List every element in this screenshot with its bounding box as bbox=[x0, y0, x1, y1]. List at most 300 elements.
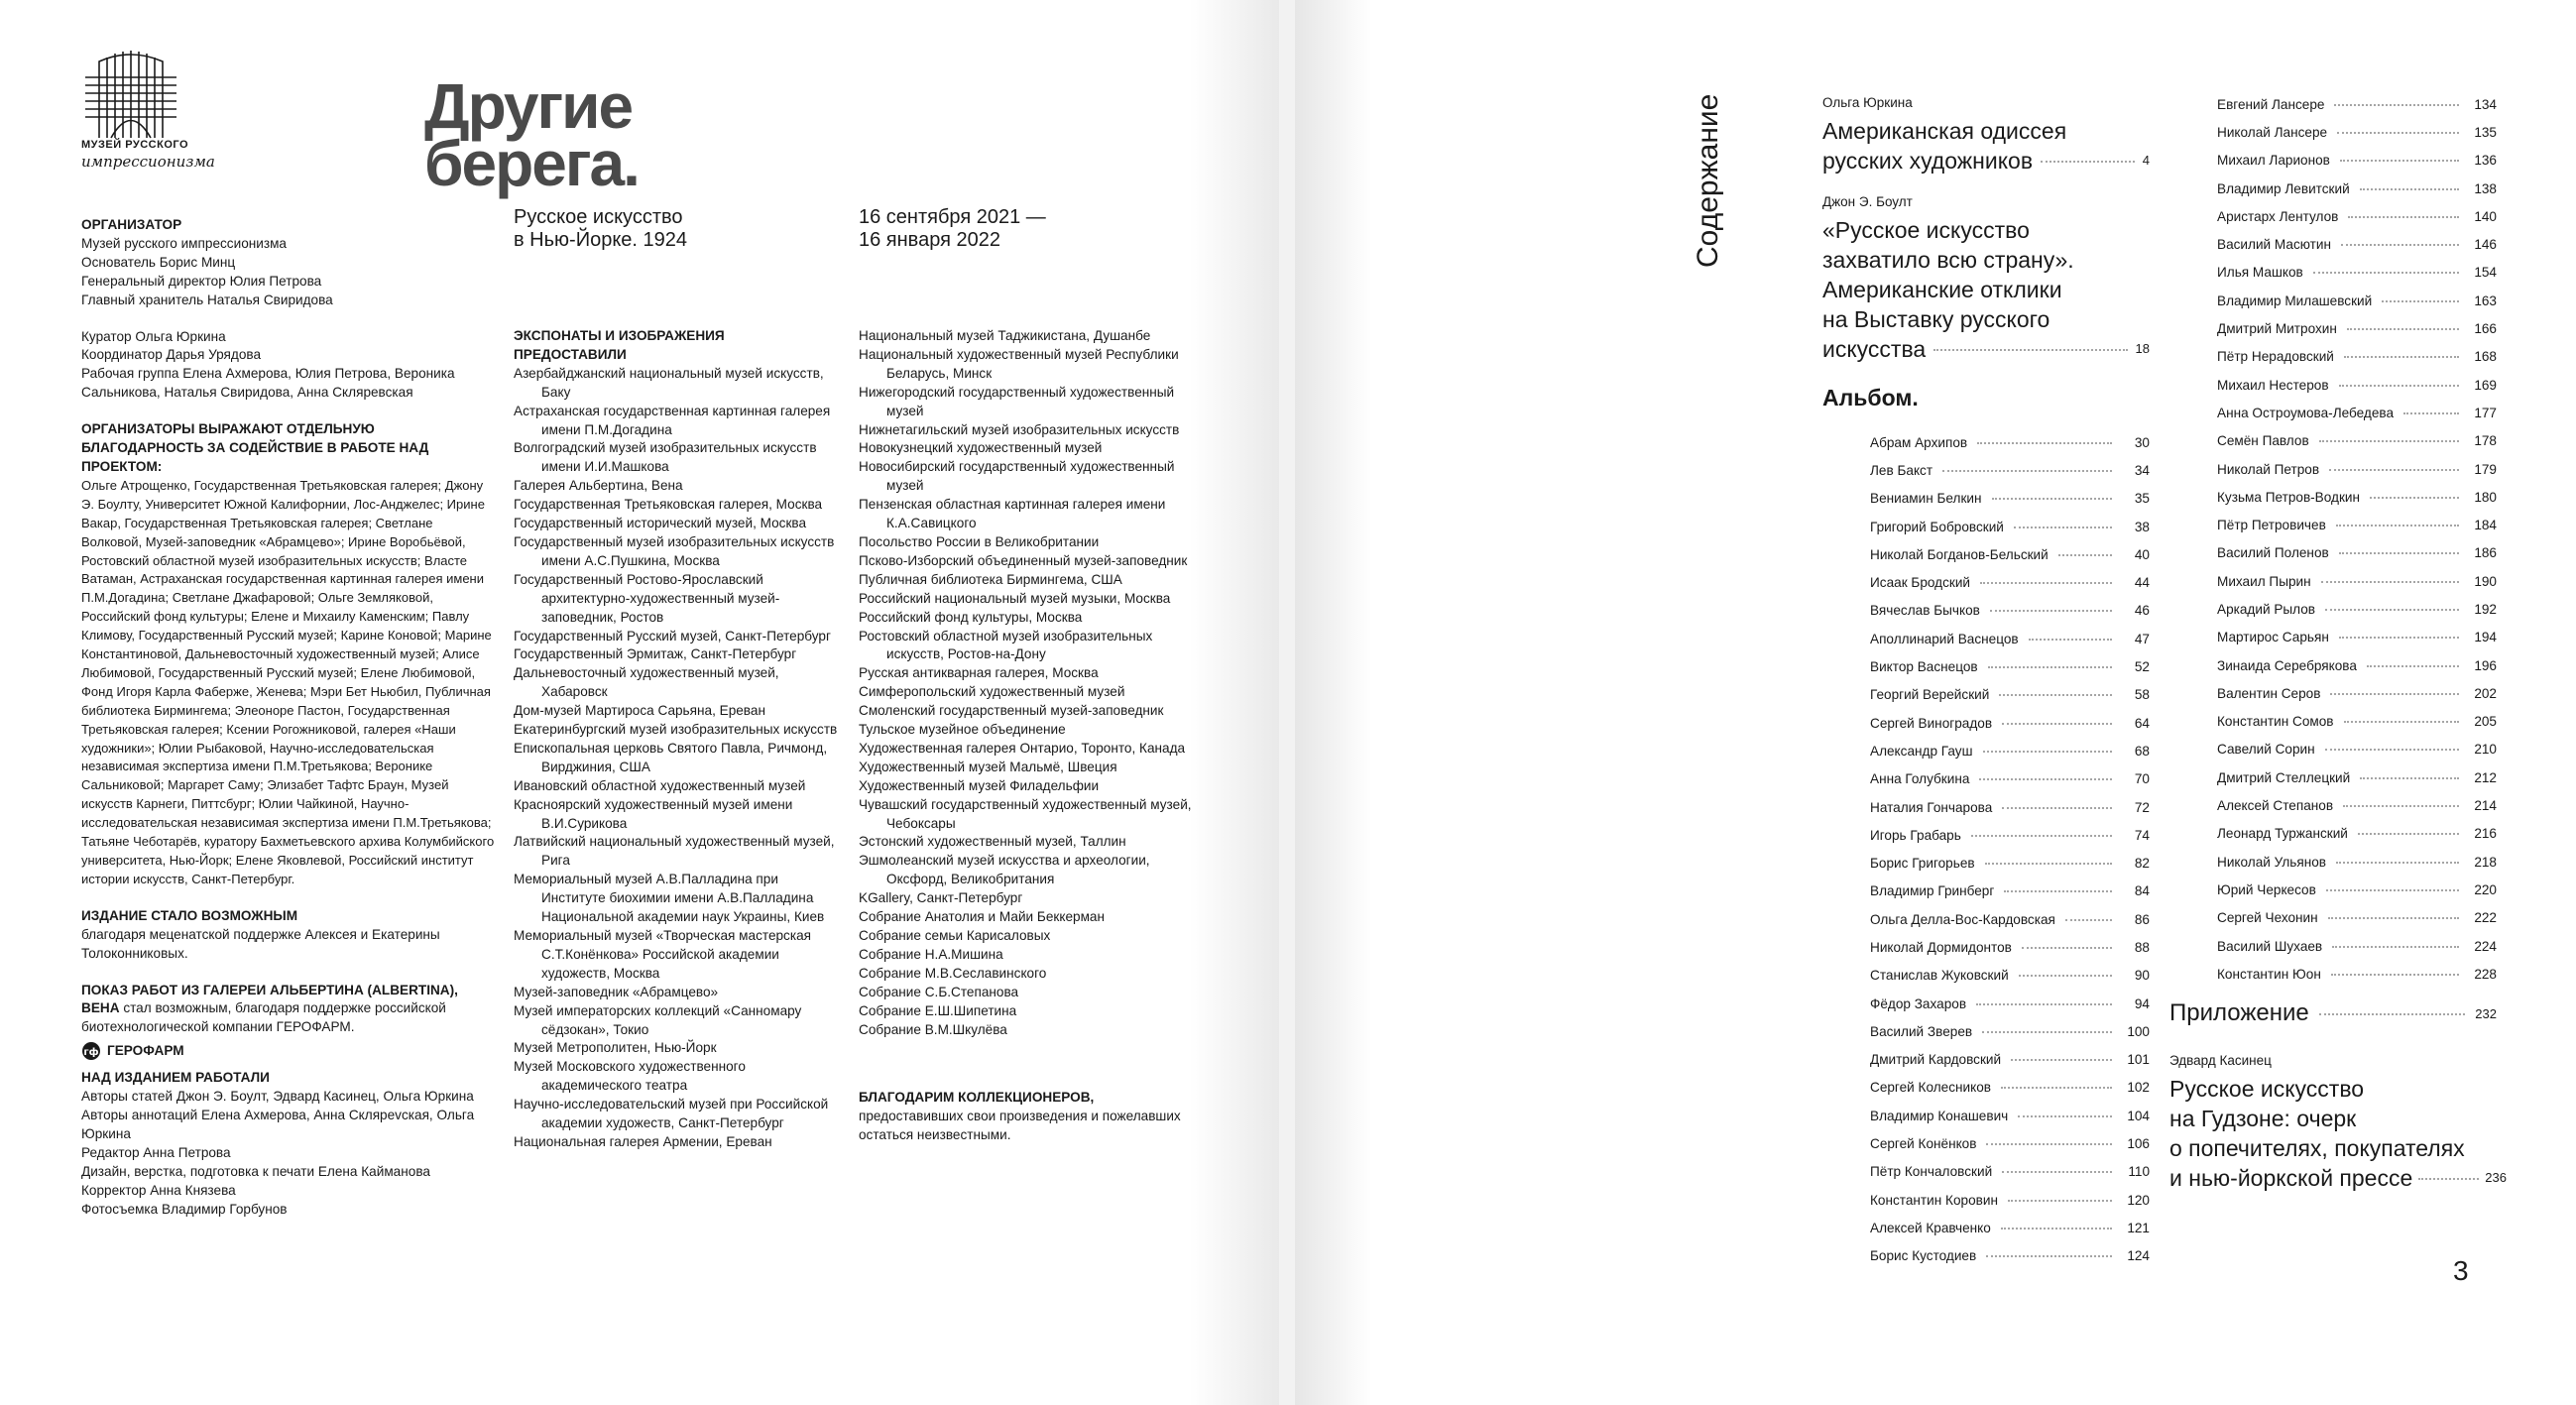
artist-name: Пётр Петровичев bbox=[2217, 518, 2326, 533]
toc-artist-row[interactable] bbox=[1870, 878, 2150, 905]
artist-name: Абрам Архипов bbox=[1870, 434, 1968, 450]
toc-artist-row[interactable] bbox=[1870, 905, 2150, 933]
toc-artist-row[interactable] bbox=[2217, 147, 2497, 175]
toc-artist-row[interactable] bbox=[1870, 1129, 2150, 1157]
artist-name: Аполлинарий Васнецов bbox=[1870, 631, 2019, 646]
lender-entry: Собрание Н.А.Мишина bbox=[859, 946, 1003, 962]
toc-artist-row[interactable] bbox=[2217, 483, 2497, 511]
lender-entry: Епископальная церковь Святого Павла, Ричмонд, Вирджиния, США bbox=[514, 740, 828, 774]
toc-artist-row[interactable] bbox=[2217, 202, 2497, 230]
lenders-list bbox=[514, 365, 841, 1152]
leader-dots bbox=[1942, 469, 2112, 472]
publication-heading: ИЗДАНИЕ СТАЛО ВОЗМОЖНЫМ bbox=[81, 907, 298, 923]
artist-page: 210 bbox=[2474, 742, 2497, 758]
artist-page: 163 bbox=[2474, 293, 2497, 308]
artist-name: Николай Ульянов bbox=[2217, 854, 2327, 870]
essay-author: Ольга Юркина bbox=[1822, 95, 1913, 110]
left-page bbox=[0, 0, 1279, 1405]
essay-title-last-line: и нью-йоркской прессе bbox=[2169, 1165, 2413, 1191]
toc-artist-row[interactable] bbox=[1870, 793, 2150, 821]
essay-title: Американская одиссея bbox=[1822, 118, 2067, 144]
artist-name: Василий Масютин bbox=[2217, 237, 2331, 253]
leader-dots bbox=[2331, 973, 2459, 976]
lender-entry: Национальный художественный музей Республики Беларусь, Минск bbox=[859, 346, 1179, 381]
leader-dots bbox=[2382, 299, 2459, 302]
leader-dots bbox=[2336, 861, 2459, 864]
lender-entry: Публичная библиотека Бирмингема, США bbox=[859, 571, 1122, 587]
lender-entry: Чувашский государственный художественный музей, Чебоксары bbox=[859, 796, 1192, 831]
artist-name: Сергей Чехонин bbox=[2217, 910, 2318, 926]
toc-appendix[interactable] bbox=[2169, 999, 2497, 1027]
artist-name: Аркадий Рылов bbox=[2217, 601, 2316, 617]
artist-name: Сергей Виноградов bbox=[1870, 715, 1993, 731]
toc-artist-row[interactable] bbox=[1870, 456, 2150, 484]
book-title-text: Другие берега. bbox=[424, 70, 639, 199]
leader-dots bbox=[2022, 946, 2112, 949]
toc-artist-row[interactable] bbox=[1870, 737, 2150, 764]
toc-artist-row[interactable] bbox=[2217, 763, 2497, 791]
leader-dots bbox=[1986, 1254, 2112, 1257]
leader-dots bbox=[1992, 497, 2112, 500]
lender-entry: Собрание Е.Ш.Шипетина bbox=[859, 1002, 1017, 1018]
lender-entry: Тульское музейное объединение bbox=[859, 722, 1066, 738]
artist-name: Леонард Туржанский bbox=[2217, 826, 2348, 842]
lender-entry: Музей императорских коллекций «Санномару сёдзокан», Токио bbox=[514, 1002, 802, 1037]
toc-artist-row[interactable] bbox=[1870, 990, 2150, 1017]
toc-artist-row[interactable] bbox=[1870, 1046, 2150, 1074]
artist-page: 220 bbox=[2474, 881, 2497, 897]
artist-page: 86 bbox=[2134, 911, 2150, 927]
collectors-text: предоставивших свои произведения и пожелавших остаться неизвестными. bbox=[859, 1109, 1181, 1143]
essay-title: на Выставку русского bbox=[1822, 306, 2050, 332]
leader-dots bbox=[2334, 103, 2459, 106]
lender-entry: Собрание Анатолия и Майи Беккерман bbox=[859, 909, 1105, 925]
artist-page: 101 bbox=[2127, 1052, 2150, 1068]
lender-entry: Художественный музей Филадельфии bbox=[859, 777, 1100, 793]
artist-page: 58 bbox=[2134, 687, 2150, 703]
leader-dots bbox=[1985, 862, 2112, 865]
toc-artist-row[interactable] bbox=[2217, 876, 2497, 903]
artist-page: 146 bbox=[2474, 237, 2497, 253]
toc-artist-row[interactable] bbox=[2217, 427, 2497, 455]
leader-dots bbox=[2019, 974, 2112, 977]
toc-artist-row[interactable] bbox=[2217, 399, 2497, 426]
lender-entry: Мемориальный музей «Творческая мастерская С.Т.Конёнкова» Российской академии художеств, Москва bbox=[514, 928, 812, 981]
leader-dots bbox=[1977, 441, 2112, 444]
artist-name: Михаил Ларионов bbox=[2217, 153, 2330, 169]
artist-name: Зинаида Серебрякова bbox=[2217, 657, 2357, 673]
lender-entry: Смоленский государственный музей-заповедник bbox=[859, 703, 1164, 719]
leader-dots bbox=[2001, 1086, 2112, 1089]
artist-name: Мартирос Сарьян bbox=[2217, 630, 2329, 645]
lender-entry: Музей Метрополитен, Нью-Йорк bbox=[514, 1040, 717, 1056]
artist-name: Алексей Степанов bbox=[2217, 798, 2334, 814]
albertina-block bbox=[81, 982, 496, 1038]
team-line: Авторы аннотаций Елена Ахмерова, Анна Склярevская, Ольга Юркина bbox=[81, 1108, 475, 1141]
leader-dots bbox=[2339, 551, 2459, 554]
leader-dots bbox=[1980, 581, 2112, 584]
essay-page: 4 bbox=[2142, 153, 2150, 168]
artist-page: 214 bbox=[2474, 798, 2497, 814]
toc-artist-row[interactable] bbox=[2217, 314, 2497, 342]
albertina-heading: ПОКАЗ РАБОТ ИЗ ГАЛЕРЕИ АЛЬБЕРТИНА (ALBERTINA), ВЕНА bbox=[81, 982, 458, 1016]
lender-entry: Эшмолеанский музей искусства и археологии, Оксфорд, Великобритания bbox=[859, 853, 1150, 887]
organizer-line: Генеральный директор Юлия Петрова bbox=[81, 273, 322, 289]
lender-entry: Волгоградский музей изобразительных искусств имени И.И.Машкова bbox=[514, 440, 817, 475]
artist-name: Лев Бакст bbox=[1870, 462, 1933, 478]
artist-page: 154 bbox=[2474, 265, 2497, 281]
artist-name: Владимир Милашевский bbox=[2217, 293, 2373, 308]
leader-dots bbox=[2002, 806, 2112, 809]
artist-page: 84 bbox=[2134, 883, 2150, 899]
toc-artist-row[interactable] bbox=[1870, 849, 2150, 877]
leader-dots bbox=[2330, 692, 2459, 695]
artist-page: 102 bbox=[2127, 1080, 2150, 1096]
leader-dots bbox=[2018, 1114, 2112, 1117]
geropharm-name: ГЕРОФАРМ bbox=[107, 1042, 184, 1058]
album-artists-list-1 bbox=[1870, 428, 2150, 1270]
lender-entry: Новосибирский государственный художественный музей bbox=[859, 459, 1175, 494]
album-heading: Альбом. bbox=[1822, 385, 1919, 410]
essay-author: Эдвард Касинец bbox=[2169, 1053, 2272, 1068]
leader-dots bbox=[2344, 355, 2459, 358]
exhibition-dates: 16 сентября 2021 — 16 января 2022 bbox=[859, 206, 1046, 251]
toc-artist-row[interactable] bbox=[2217, 230, 2497, 258]
lender-entry: Симферопольский художественный музей bbox=[859, 684, 1125, 700]
artist-page: 196 bbox=[2474, 657, 2497, 673]
publication-text: благодаря меценатской поддержке Алексея и Екатерины Толоконниковых. bbox=[81, 926, 440, 961]
essay-title: о попечителях, покупателях bbox=[2169, 1135, 2465, 1161]
lender-entry: Государственный Ростово-Ярославский архитектурно-художественный музей-заповедник, Ростов bbox=[514, 571, 780, 625]
toc-artist-row[interactable] bbox=[1870, 765, 2150, 793]
lenders-list-continued bbox=[859, 327, 1196, 1039]
lender-entry: Национальный музей Таджикистана, Душанбе bbox=[859, 328, 1151, 343]
leader-dots bbox=[2002, 1170, 2112, 1173]
essay-title: Американские отклики bbox=[1822, 277, 2062, 302]
logo-text: МУЗЕЙ РУССКОГО bbox=[81, 139, 189, 151]
artist-page: 224 bbox=[2474, 938, 2497, 954]
artist-page: 52 bbox=[2134, 659, 2150, 675]
artist-page: 168 bbox=[2474, 349, 2497, 365]
leader-dots bbox=[1979, 777, 2112, 780]
artist-name: Константин Юон bbox=[2217, 966, 2321, 982]
leader-dots bbox=[2004, 889, 2112, 892]
artist-page: 110 bbox=[2128, 1164, 2150, 1180]
toc-artist-row[interactable] bbox=[1870, 485, 2150, 513]
lenders-heading: ЭКСПОНАТЫ И ИЗОБРАЖЕНИЯ ПРЕДОСТАВИЛИ bbox=[514, 328, 725, 362]
lender-entry: Музей-заповедник «Абрамцево» bbox=[514, 984, 719, 999]
toc-artist-row[interactable] bbox=[2217, 848, 2497, 876]
leader-dots bbox=[2319, 1012, 2466, 1015]
leader-dots bbox=[2360, 776, 2459, 779]
artist-name: Василий Поленов bbox=[2217, 545, 2329, 561]
toc-artist-row[interactable] bbox=[2217, 651, 2497, 679]
leader-dots bbox=[2343, 804, 2459, 807]
artist-name: Наталия Гончарова bbox=[1870, 799, 1993, 815]
toc-artist-row[interactable] bbox=[2217, 567, 2497, 595]
artist-page: 40 bbox=[2134, 546, 2150, 562]
essay-page: 236 bbox=[2485, 1170, 2507, 1185]
artist-page: 135 bbox=[2474, 124, 2497, 140]
leader-dots bbox=[2360, 187, 2459, 190]
leader-dots bbox=[2029, 638, 2112, 641]
artist-name: Дмитрий Митрохин bbox=[2217, 321, 2337, 337]
lender-entry: Собрание В.М.Шкулёва bbox=[859, 1021, 1007, 1037]
toc-artist-row[interactable] bbox=[1870, 821, 2150, 849]
leader-dots bbox=[2313, 271, 2459, 274]
leader-dots bbox=[1986, 1142, 2112, 1145]
leader-dots bbox=[2065, 918, 2112, 921]
artist-name: Семён Павлов bbox=[2217, 433, 2309, 449]
contents-title-text: Содержание bbox=[1692, 93, 1724, 268]
lender-entry: Псково-Изборский объединенный музей-заповедник bbox=[859, 552, 1188, 568]
toc-artist-row[interactable] bbox=[2217, 791, 2497, 819]
lender-entry: Галерея Альбертина, Вена bbox=[514, 478, 683, 494]
artist-name: Григорий Бобровский bbox=[1870, 519, 2004, 534]
artist-name: Сергей Колесников bbox=[1870, 1080, 1991, 1096]
leader-dots bbox=[2008, 1199, 2112, 1202]
toc-artist-row[interactable] bbox=[1870, 933, 2150, 961]
toc-artist-row[interactable] bbox=[2217, 118, 2497, 146]
leader-dots bbox=[2328, 916, 2459, 919]
toc-essay-2[interactable] bbox=[1822, 194, 2150, 364]
collectors-heading: БЛАГОДАРИМ КОЛЛЕКЦИОНЕРОВ, bbox=[859, 1090, 1095, 1106]
leader-dots bbox=[2348, 215, 2459, 218]
toc-artist-row[interactable] bbox=[2217, 175, 2497, 202]
lender-entry: KGallery, Санкт-Петербург bbox=[859, 890, 1023, 906]
artist-name: Вячеслав Бычков bbox=[1870, 603, 1980, 619]
toc-artist-row[interactable] bbox=[1870, 597, 2150, 625]
organizer-heading: ОРГАНИЗАТОР bbox=[81, 217, 182, 232]
artist-name: Дмитрий Стеллецкий bbox=[2217, 769, 2351, 785]
essay-page: 18 bbox=[2135, 341, 2150, 356]
artist-name: Николай Лансере bbox=[2217, 124, 2328, 140]
toc-artist-row[interactable] bbox=[2217, 679, 2497, 707]
artist-page: 216 bbox=[2474, 826, 2497, 842]
toc-artist-row[interactable] bbox=[2217, 595, 2497, 623]
toc-artist-row[interactable] bbox=[2217, 287, 2497, 314]
essay-title-last bbox=[1822, 334, 2150, 364]
artist-page: 218 bbox=[2474, 854, 2497, 870]
toc-artist-row[interactable] bbox=[2217, 708, 2497, 736]
lender-entry: Посольство России в Великобритании bbox=[859, 533, 1100, 549]
toc-artist-row[interactable] bbox=[1870, 1102, 2150, 1129]
leader-dots bbox=[1988, 665, 2112, 668]
leader-dots bbox=[2332, 945, 2459, 948]
artist-page: 34 bbox=[2134, 462, 2150, 478]
toc-artist-row[interactable] bbox=[1870, 513, 2150, 540]
appendix-page: 232 bbox=[2475, 1005, 2497, 1021]
lender-entry: Ивановский областной художественный музей bbox=[514, 777, 806, 793]
artist-name: Борис Григорьев bbox=[1870, 856, 1975, 872]
artist-name: Владимир Конашевич bbox=[1870, 1108, 2009, 1123]
artist-page: 192 bbox=[2474, 601, 2497, 617]
lender-entry: Собрание семьи Карисаловых bbox=[859, 928, 1051, 943]
toc-artist-row[interactable] bbox=[1870, 1214, 2150, 1241]
toc-artist-row[interactable] bbox=[2217, 343, 2497, 371]
artist-name: Николай Богданов-Бельский bbox=[1870, 546, 2049, 562]
toc-artist-row[interactable] bbox=[1870, 962, 2150, 990]
toc-artist-row[interactable] bbox=[2217, 90, 2497, 118]
toc-artist-row[interactable] bbox=[1870, 1074, 2150, 1102]
toc-artist-row[interactable] bbox=[1870, 540, 2150, 568]
lender-entry: Российский национальный музей музыки, Москва bbox=[859, 590, 1171, 606]
curator-line: Координатор Дарья Урядова bbox=[81, 347, 262, 363]
leader-dots bbox=[2344, 720, 2459, 723]
artist-page: 205 bbox=[2474, 714, 2497, 730]
artist-name: Николай Дормидонтов bbox=[1870, 939, 2012, 955]
lender-entry: Государственная Третьяковская галерея, Москва bbox=[514, 497, 823, 513]
artist-name: Василий Зверев bbox=[1870, 1023, 1973, 1039]
artist-name: Игорь Грабарь bbox=[1870, 827, 1961, 843]
leader-dots bbox=[2326, 888, 2459, 891]
organizer-line: Основатель Борис Минц bbox=[81, 254, 236, 270]
toc-artist-row[interactable] bbox=[1870, 1158, 2150, 1186]
toc-artist-row[interactable] bbox=[1870, 625, 2150, 652]
lender-entry: Государственный Эрмитаж, Санкт-Петербург bbox=[514, 646, 797, 662]
leader-dots bbox=[2340, 159, 2459, 162]
leader-dots bbox=[2339, 384, 2459, 387]
lender-entry: Азербайджанский национальный музей искусств, Баку bbox=[514, 365, 824, 400]
toc-artist-row[interactable] bbox=[1870, 428, 2150, 456]
artist-name: Фёдор Захаров bbox=[1870, 995, 1967, 1011]
artist-name: Валентин Серов bbox=[2217, 685, 2321, 701]
artist-page: 121 bbox=[2127, 1220, 2150, 1235]
toc-artist-row[interactable] bbox=[2217, 624, 2497, 651]
leader-dots bbox=[2321, 580, 2459, 583]
artist-page: 177 bbox=[2474, 405, 2497, 420]
toc-artist-row[interactable] bbox=[2217, 820, 2497, 848]
artist-name: Дмитрий Кардовский bbox=[1870, 1052, 2002, 1068]
toc-artist-row[interactable] bbox=[1870, 652, 2150, 680]
artist-name: Михаил Пырин bbox=[2217, 573, 2311, 589]
artist-name: Анна Голубкина bbox=[1870, 771, 1970, 787]
toc-artist-row[interactable] bbox=[1870, 709, 2150, 737]
curator-line: Куратор Ольга Юркина bbox=[81, 328, 226, 344]
geropharm-icon bbox=[81, 1041, 101, 1061]
artist-name: Виктор Васнецов bbox=[1870, 659, 1978, 675]
artist-name: Владимир Гринберг bbox=[1870, 883, 1995, 899]
artist-page: 68 bbox=[2134, 743, 2150, 759]
artist-page: 138 bbox=[2474, 180, 2497, 196]
leader-dots bbox=[2325, 748, 2459, 751]
artist-page: 74 bbox=[2134, 827, 2150, 843]
leader-dots bbox=[2347, 327, 2459, 330]
artist-page: 104 bbox=[2127, 1108, 2150, 1123]
toc-artist-row[interactable] bbox=[2217, 932, 2497, 960]
organizer-line: Музей русского импрессионизма bbox=[81, 235, 287, 251]
leader-dots bbox=[2367, 664, 2459, 667]
toc-essay-3[interactable] bbox=[2169, 1053, 2507, 1193]
leader-dots bbox=[2339, 636, 2459, 639]
artist-name: Василий Шухаев bbox=[2217, 938, 2323, 954]
lender-entry: Русская антикварная галерея, Москва bbox=[859, 665, 1099, 681]
thanks-heading: ОРГАНИЗАТОРЫ ВЫРАЖАЮТ ОТДЕЛЬНУЮ БЛАГОДАРНОСТЬ ЗА СОДЕЙСТВИЕ В РАБОТЕ НАД ПРОЕКТОМ: bbox=[81, 421, 429, 474]
artist-page: 106 bbox=[2127, 1136, 2150, 1152]
artist-page: 88 bbox=[2134, 939, 2150, 955]
artist-name: Аристарх Лентулов bbox=[2217, 208, 2339, 224]
toc-artist-row[interactable] bbox=[1870, 1186, 2150, 1214]
essay-title: Русское искусство bbox=[2169, 1076, 2365, 1102]
artist-page: 184 bbox=[2474, 518, 2497, 533]
artist-name: Алексей Кравченко bbox=[1870, 1220, 1991, 1235]
leader-dots bbox=[1990, 609, 2112, 612]
lender-entry: Дальневосточный художественный музей, Хабаровск bbox=[514, 665, 779, 700]
artist-page: 90 bbox=[2134, 968, 2150, 984]
team-line: Дизайн, верстка, подготовка к печати Елена Кайманова bbox=[81, 1163, 430, 1179]
artist-name: Анна Остроумова-Лебедева bbox=[2217, 405, 2395, 420]
toc-artist-row[interactable] bbox=[2217, 539, 2497, 567]
lender-entry: Мемориальный музей А.В.Палладина при Институте биохимии имени А.В.Палладина Национальной академии наук Украины, Киев bbox=[514, 872, 825, 925]
toc-artist-row[interactable] bbox=[2217, 455, 2497, 483]
lender-entry: Собрание С.Б.Степанова bbox=[859, 984, 1019, 999]
artist-page: 100 bbox=[2127, 1023, 2150, 1039]
page-number: 3 bbox=[2453, 1255, 2469, 1286]
leader-dots bbox=[1971, 834, 2112, 837]
artist-page: 44 bbox=[2134, 575, 2150, 591]
toc-artist-row[interactable] bbox=[2217, 904, 2497, 932]
leader-dots bbox=[2337, 131, 2459, 134]
artist-name: Константин Сомов bbox=[2217, 714, 2334, 730]
toc-artist-row[interactable] bbox=[2217, 960, 2497, 988]
artist-name: Николай Петров bbox=[2217, 461, 2320, 477]
artist-page: 64 bbox=[2134, 715, 2150, 731]
toc-essay-1[interactable] bbox=[1822, 95, 2150, 176]
artist-name: Борис Кустодиев bbox=[1870, 1248, 1977, 1264]
lender-entry: Красноярский художественный музей имени В.И.Сурикова bbox=[514, 796, 793, 831]
artist-name: Сергей Конёнков bbox=[1870, 1136, 1977, 1152]
toc-artist-row[interactable] bbox=[1870, 568, 2150, 596]
artist-name: Владимир Левитский bbox=[2217, 180, 2350, 196]
leader-dots bbox=[2336, 524, 2459, 527]
toc-artist-row[interactable] bbox=[1870, 1017, 2150, 1045]
lender-entry: Екатеринбургский музей изобразительных искусств bbox=[514, 722, 838, 738]
artist-name: Ольга Делла-Вос-Кардовская bbox=[1870, 911, 2055, 927]
leader-dots bbox=[2329, 468, 2459, 471]
toc-artist-row[interactable] bbox=[1870, 681, 2150, 709]
leader-dots bbox=[1983, 750, 2113, 753]
albertina-text: стал возможным, благодаря поддержке российской биотехнологической компании ГЕРОФАРМ. bbox=[81, 1000, 446, 1035]
team-line: Редактор Анна Петрова bbox=[81, 1144, 231, 1160]
artist-name: Михаил Нестеров bbox=[2217, 377, 2329, 393]
leader-dots bbox=[2002, 722, 2112, 725]
essay-title-last-line: искусства bbox=[1822, 336, 1927, 362]
artist-page: 70 bbox=[2134, 771, 2150, 787]
toc-artist-row[interactable] bbox=[2217, 371, 2497, 399]
artist-name: Пётр Кончаловский bbox=[1870, 1164, 1993, 1180]
lender-entry: Пензенская областная картинная галерея имени К.А.Савицкого bbox=[859, 497, 1166, 531]
artist-name: Пётр Нерадовский bbox=[2217, 349, 2334, 365]
toc-artist-row[interactable] bbox=[2217, 736, 2497, 763]
essay-title: захватило всю страну». bbox=[1822, 247, 2074, 273]
essay-author: Джон Э. Боулт bbox=[1822, 194, 1913, 209]
toc-artist-row[interactable] bbox=[1870, 1242, 2150, 1270]
artist-name: Илья Машков bbox=[2217, 265, 2303, 281]
credits-column-1 bbox=[81, 216, 496, 1220]
lender-entry: Художественная галерея Онтарио, Торонто, Канада bbox=[859, 740, 1186, 756]
artist-name: Константин Коровин bbox=[1870, 1192, 1998, 1208]
artist-name: Кузьма Петров-Водкин bbox=[2217, 489, 2360, 505]
leader-dots bbox=[2001, 1227, 2112, 1229]
toc-artist-row[interactable] bbox=[2217, 511, 2497, 538]
leader-dots bbox=[1976, 1002, 2112, 1005]
toc-artist-row[interactable] bbox=[2217, 259, 2497, 287]
artist-name: Вениамин Белкин bbox=[1870, 491, 1982, 507]
artist-name: Александр Гауш bbox=[1870, 743, 1973, 759]
artist-name: Евгений Лансере bbox=[2217, 96, 2325, 112]
credits-column-2 bbox=[514, 327, 841, 1152]
svg-text:гф: гф bbox=[83, 1047, 99, 1059]
